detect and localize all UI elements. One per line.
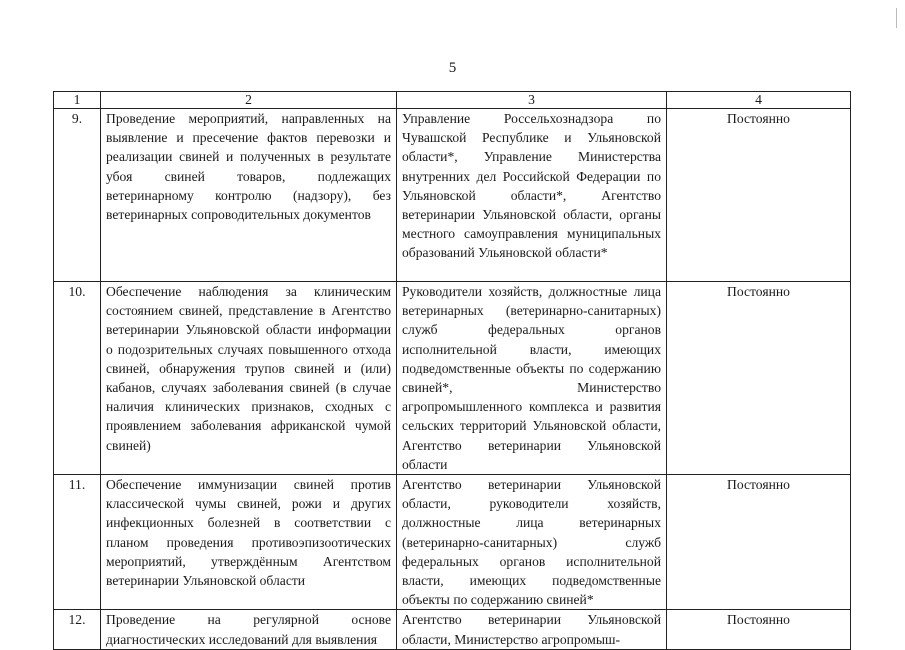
page-number: 5 xyxy=(448,60,457,76)
measure-description: Обеспечение иммунизации свиней против классической чумы свиней, рожи и других инфекционных болезней в соответствии с планом проведения противоэпизоотических мероприятий, утверждённым Агентством ветеринарии Ульяновской области xyxy=(101,475,397,610)
measure-description: Обеспечение наблюдения за клиническим состоянием свиней, представление в Агентство ветеринарии Ульяновской области информации о подозрительных случаях повышенного отхода свиней, обнаружения трупов свиней и (или) кабанов, случаях заболевания свиней (в случае наличия клинических признаков, сходных с проявлением заболевания африканской чумой свиней) xyxy=(101,282,397,475)
header-col-3: 3 xyxy=(397,92,667,109)
responsible-executors: Управление Россельхознадзора по Чувашской Республике и Ульяновской области*, Управление Министерства внутренних дел Российской Федерации по Ульяновской области*, Агентство ветеринарии Ульяновской области, органы местного самоуправления муниципальных образований Ульяновской области* xyxy=(397,109,667,282)
table-header-row xyxy=(54,92,851,109)
responsible-executors: Агентство ветеринарии Ульяновской области, Министерство агропромыш- xyxy=(397,610,667,649)
header-col-2: 2 xyxy=(101,92,397,109)
row-number: 11. xyxy=(54,475,101,610)
row-number: 12. xyxy=(54,610,101,649)
measure-description: Проведение мероприятий, направленных на выявление и пресечение фактов перевозки и реализации свиней и полученных в результате убоя свиней товаров, подлежащих ветеринарному контролю (надзору), без ветеринарных сопроводительных документов xyxy=(101,109,397,282)
responsible-executors: Руководители хозяйств, должностные лица ветеринарных (ветеринарно-санитарных) служб федеральных органов исполнительной власти, имеющих подведомственные объекты по содержанию свиней*, Министерство агропромышленного комплекса и развития сельских территорий Ульяновской области, Агентство ветеринарии Ульяновской области xyxy=(397,282,667,475)
execution-term: Постоянно xyxy=(667,109,851,282)
row-number: 9. xyxy=(54,109,101,282)
table-row xyxy=(54,109,851,282)
execution-term: Постоянно xyxy=(667,475,851,610)
scan-edge-mark xyxy=(886,8,897,28)
execution-term: Постоянно xyxy=(667,610,851,649)
table-row xyxy=(54,610,851,649)
measures-table xyxy=(53,91,851,650)
header-col-4: 4 xyxy=(667,92,851,109)
header-col-1: 1 xyxy=(54,92,101,109)
table-row xyxy=(54,475,851,610)
execution-term: Постоянно xyxy=(667,282,851,475)
row-number: 10. xyxy=(54,282,101,475)
table-row xyxy=(54,282,851,475)
responsible-executors: Агентство ветеринарии Ульяновской области, руководители хозяйств, должностные лица ветеринарных (ветеринарно-санитарных) служб федеральных органов исполнительной власти, имеющих подведомственные объекты по содержанию свиней* xyxy=(397,475,667,610)
measure-description: Проведение на регулярной основе диагностических исследований для выявления xyxy=(101,610,397,649)
